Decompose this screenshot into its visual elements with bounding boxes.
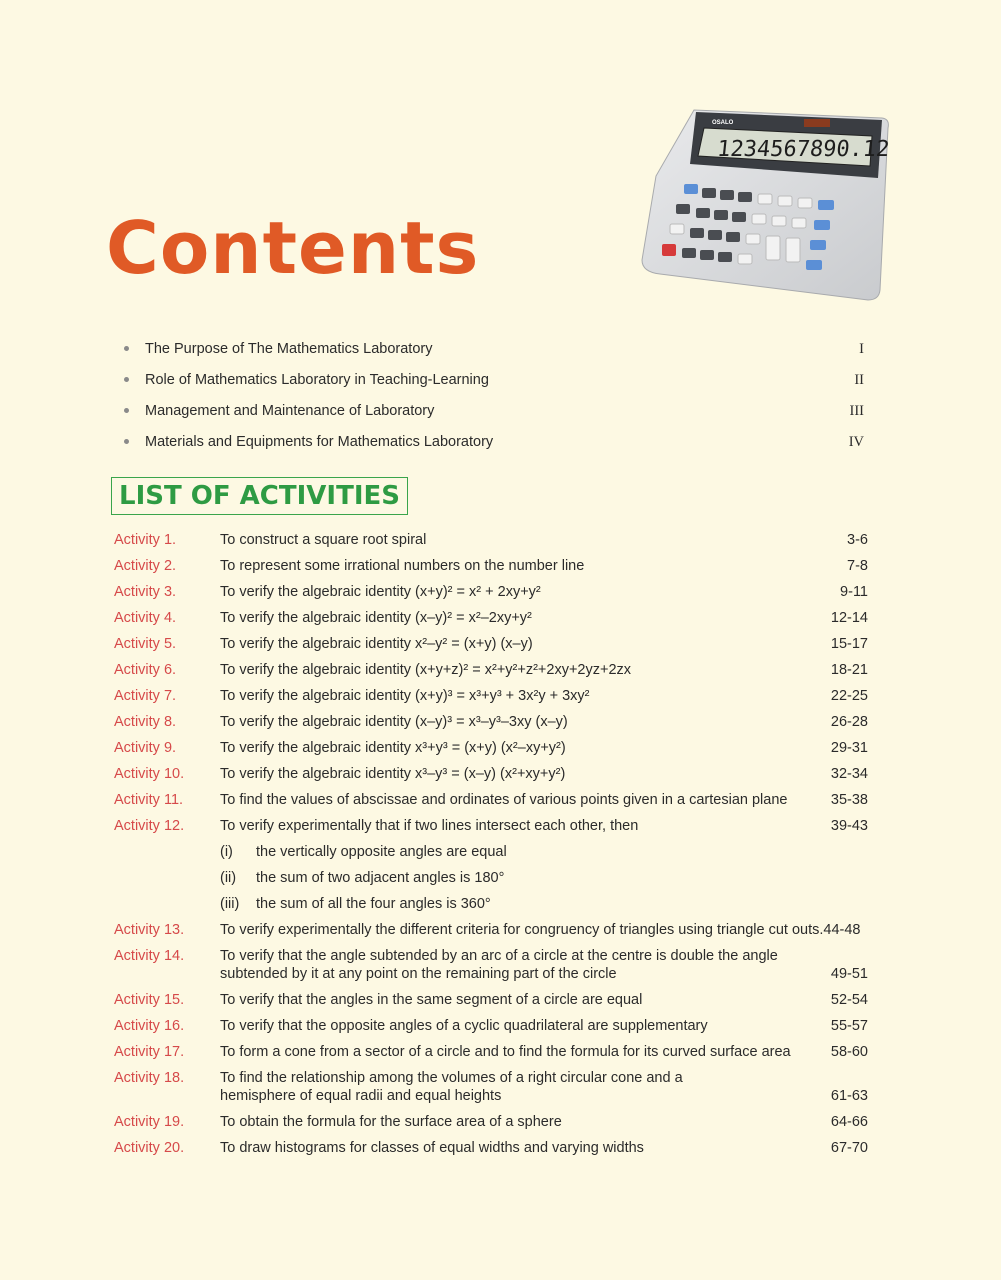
bullet-icon — [124, 408, 129, 413]
activity-pages: 7-8 — [847, 558, 868, 574]
activity-row — [114, 579, 868, 605]
intro-item-text: Management and Maintenance of Laboratory — [145, 403, 435, 419]
activity-pages: 26-28 — [830, 714, 868, 730]
activity-row — [114, 605, 868, 631]
activity-label: Activity 19. — [114, 1114, 185, 1130]
activity-sub-item — [114, 865, 868, 891]
activity-label: Activity 15. — [114, 992, 185, 1008]
activity-label: Activity 2. — [114, 558, 177, 574]
activity-text: To verify the algebraic identity x³–y³ = (x–y) (x²+xy+y²) — [220, 766, 566, 782]
activity-label: Activity 3. — [114, 584, 177, 600]
activity-text: To verify experimentally that if two lines intersect each other, then — [220, 818, 639, 834]
activity-text: To verify that the angles in the same segment of a circle are equal — [220, 992, 643, 1008]
activity-pages: 61-63 — [830, 1088, 868, 1104]
activity-pages: 39-43 — [830, 818, 868, 834]
activity-text: To verify the algebraic identity (x–y)² = x²–2xy+y² — [220, 610, 532, 626]
intro-item — [124, 338, 864, 369]
activity-pages: 44-48 — [823, 922, 861, 938]
activity-row — [114, 553, 868, 579]
activity-pages: 12-14 — [830, 610, 868, 626]
activity-row — [114, 813, 868, 839]
activity-pages: 29-31 — [830, 740, 868, 756]
activity-row — [114, 1135, 868, 1161]
activity-label: Activity 4. — [114, 610, 177, 626]
intro-item — [124, 431, 864, 462]
activity-pages: 15-17 — [830, 636, 868, 652]
intro-item-page: IV — [848, 434, 864, 450]
activity-row — [114, 1109, 868, 1135]
activity-pages: 52-54 — [830, 992, 868, 1008]
sub-item-number: (ii) — [220, 870, 237, 886]
sub-item-text: the sum of all the four angles is 360° — [256, 896, 491, 912]
activity-row — [114, 917, 868, 943]
activity-pages: 32-34 — [830, 766, 868, 782]
activity-pages: 49-51 — [830, 966, 868, 982]
sub-item-text: the vertically opposite angles are equal — [256, 844, 507, 860]
activity-pages: 58-60 — [830, 1044, 868, 1060]
activity-pages: 3-6 — [847, 532, 868, 548]
intro-item-text: Role of Mathematics Laboratory in Teaching-Learning — [145, 372, 489, 388]
intro-item — [124, 369, 864, 400]
bullet-icon — [124, 439, 129, 444]
activity-row — [114, 1013, 868, 1039]
list-of-activities-heading: LIST OF ACTIVITIES — [111, 477, 408, 515]
activity-label: Activity 7. — [114, 688, 177, 704]
calculator-brand: OSALO — [712, 120, 734, 126]
activity-text: To form a cone from a sector of a circle and to find the formula for its curved surface area — [220, 1044, 791, 1060]
intro-item-text: The Purpose of The Mathematics Laboratory — [145, 341, 433, 357]
activity-row — [114, 943, 868, 987]
activity-pages: 35-38 — [830, 792, 868, 808]
intro-item-text: Materials and Equipments for Mathematics Laboratory — [145, 434, 494, 450]
intro-list — [124, 338, 864, 462]
activity-text: To verify the algebraic identity x³+y³ = (x+y) (x²–xy+y²) — [220, 740, 566, 756]
activity-row — [114, 761, 868, 787]
sub-item-number: (iii) — [220, 896, 240, 912]
activity-row — [114, 527, 868, 553]
activity-label: Activity 1. — [114, 532, 177, 548]
activity-text: To verify the algebraic identity x²–y² = (x+y) (x–y) — [220, 636, 533, 652]
activity-row — [114, 1065, 868, 1109]
activity-text: To verify that the angle subtended by an arc of a circle at the centre is double the angle — [220, 948, 778, 964]
activity-text: To verify the algebraic identity (x+y+z)² = x²+y²+z²+2xy+2yz+2zx — [220, 662, 632, 678]
activity-pages: 22-25 — [830, 688, 868, 704]
activity-text: To represent some irrational numbers on the number line — [220, 558, 585, 574]
activity-label: Activity 6. — [114, 662, 177, 678]
intro-item-page: I — [859, 341, 864, 357]
activity-sub-item — [114, 891, 868, 917]
activity-text: To find the relationship among the volumes of a right circular cone and a — [220, 1070, 683, 1086]
activity-label: Activity 11. — [114, 792, 184, 808]
activity-row — [114, 987, 868, 1013]
activity-text: To verify the algebraic identity (x+y)³ = x³+y³ + 3x²y + 3xy² — [220, 688, 590, 704]
intro-item — [124, 400, 864, 431]
activity-text: To verify the algebraic identity (x–y)³ = x³–y³–3xy (x–y) — [220, 714, 568, 730]
activity-label: Activity 10. — [114, 766, 185, 782]
activity-label: Activity 8. — [114, 714, 177, 730]
activity-row — [114, 787, 868, 813]
activity-label: Activity 14. — [114, 948, 185, 964]
activity-pages: 9-11 — [840, 584, 868, 600]
bullet-icon — [124, 377, 129, 382]
calculator-image — [636, 104, 892, 308]
activity-text: To obtain the formula for the surface area of a sphere — [220, 1114, 562, 1130]
activity-text: To verify experimentally the different criteria for congruency of triangles using triangle cut outs. — [220, 922, 824, 938]
activity-row — [114, 631, 868, 657]
calculator-display: 1234567890.12 — [715, 137, 891, 162]
activity-label: Activity 16. — [114, 1018, 185, 1034]
activity-label: Activity 13. — [114, 922, 185, 938]
intro-item-page: II — [854, 372, 864, 388]
activity-label: Activity 9. — [114, 740, 177, 756]
activity-label: Activity 20. — [114, 1140, 185, 1156]
bullet-icon — [124, 346, 129, 351]
activity-pages: 67-70 — [830, 1140, 868, 1156]
activity-label: Activity 12. — [114, 818, 185, 834]
activity-text: To find the values of abscissae and ordinates of various points given in a cartesian plane — [220, 792, 788, 808]
intro-item-page: III — [849, 403, 864, 419]
activity-text-line-2: hemisphere of equal radii and equal heights — [220, 1088, 502, 1104]
activity-row — [114, 1039, 868, 1065]
activity-row — [114, 709, 868, 735]
activity-row — [114, 657, 868, 683]
sub-item-number: (i) — [220, 844, 233, 860]
activity-text-line-2: subtended by it at any point on the remaining part of the circle — [220, 966, 617, 982]
activity-text: To construct a square root spiral — [220, 532, 427, 548]
activity-label: Activity 18. — [114, 1070, 185, 1086]
activity-pages: 55-57 — [830, 1018, 868, 1034]
page-title: Contents — [106, 206, 480, 290]
activity-label: Activity 17. — [114, 1044, 185, 1060]
activity-text: To draw histograms for classes of equal widths and varying widths — [220, 1140, 644, 1156]
activities-list — [114, 527, 868, 1161]
activity-row — [114, 735, 868, 761]
activity-text: To verify the algebraic identity (x+y)² = x² + 2xy+y² — [220, 584, 541, 600]
activity-pages: 64-66 — [830, 1114, 868, 1130]
activity-pages: 18-21 — [830, 662, 868, 678]
activity-sub-item — [114, 839, 868, 865]
activity-text: To verify that the opposite angles of a cyclic quadrilateral are supplementary — [220, 1018, 708, 1034]
activity-row — [114, 683, 868, 709]
activity-label: Activity 5. — [114, 636, 177, 652]
sub-item-text: the sum of two adjacent angles is 180° — [256, 870, 505, 886]
